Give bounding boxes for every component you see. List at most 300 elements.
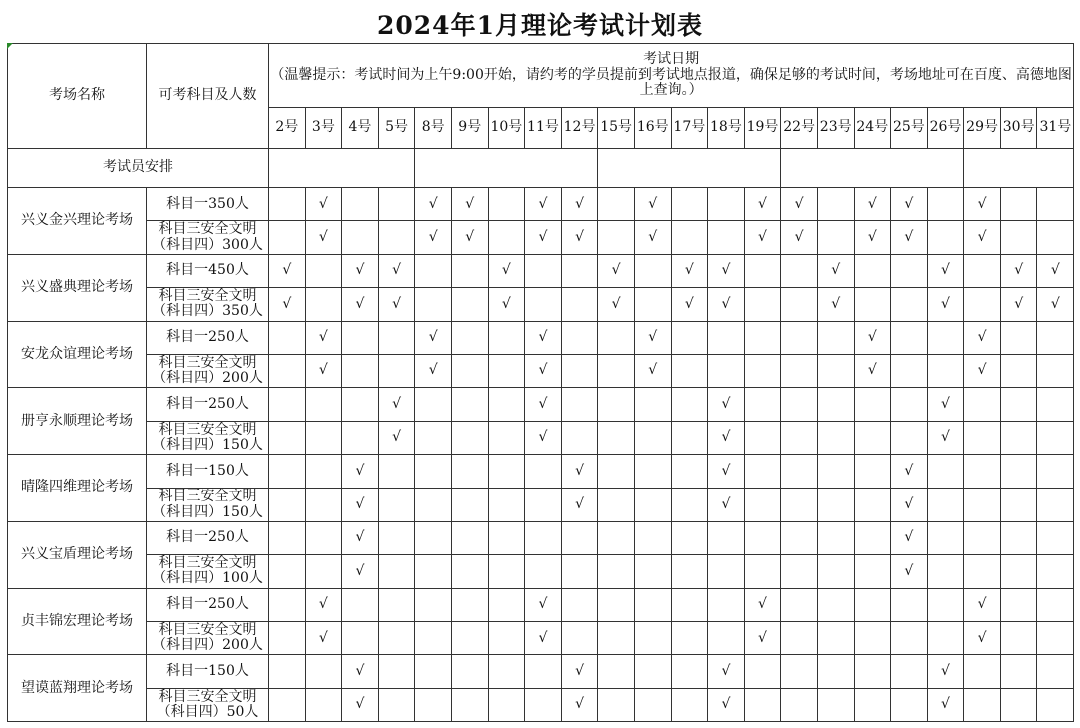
empty-cell <box>378 488 415 521</box>
site-row <box>8 688 1074 721</box>
empty-cell <box>561 588 598 621</box>
empty-cell <box>854 455 891 488</box>
empty-cell <box>1000 354 1037 387</box>
arrangement-week-5 <box>964 149 1074 188</box>
empty-cell <box>305 288 342 321</box>
exam-check-mark: √ <box>708 421 745 454</box>
site-row <box>8 354 1074 387</box>
exam-check-mark: √ <box>561 688 598 721</box>
empty-cell <box>634 288 671 321</box>
empty-cell <box>415 521 452 554</box>
empty-cell <box>927 455 964 488</box>
exam-check-mark: √ <box>891 455 928 488</box>
empty-cell <box>634 488 671 521</box>
empty-cell <box>342 588 379 621</box>
empty-cell <box>744 321 781 354</box>
empty-cell <box>415 622 452 655</box>
subject-capacity: 科目三安全文明（科目四）150人 <box>147 488 269 521</box>
empty-cell <box>305 455 342 488</box>
site-name: 望谟蓝翔理论考场 <box>8 655 147 722</box>
subject-capacity: 科目一250人 <box>147 321 269 354</box>
exam-check-mark: √ <box>671 254 708 287</box>
empty-cell <box>525 288 562 321</box>
subject-capacity: 科目三安全文明（科目四）100人 <box>147 555 269 588</box>
empty-cell <box>342 221 379 254</box>
empty-cell <box>964 555 1001 588</box>
empty-cell <box>305 388 342 421</box>
empty-cell <box>269 622 306 655</box>
site-row <box>8 221 1074 254</box>
empty-cell <box>598 588 635 621</box>
empty-cell <box>744 421 781 454</box>
exam-check-mark: √ <box>964 588 1001 621</box>
empty-cell <box>854 254 891 287</box>
day-header: 29号 <box>964 108 1001 149</box>
empty-cell <box>927 221 964 254</box>
empty-cell <box>269 321 306 354</box>
page-title: 2024年1月理论考试计划表 <box>377 11 703 40</box>
empty-cell <box>598 421 635 454</box>
empty-cell <box>1000 655 1037 688</box>
empty-cell <box>927 622 964 655</box>
subject-column-header: 可考科目及人数 <box>147 44 269 149</box>
site-name: 兴义盛典理论考场 <box>8 254 147 321</box>
empty-cell <box>378 688 415 721</box>
empty-cell <box>488 321 525 354</box>
empty-cell <box>671 455 708 488</box>
arrangement-week-1 <box>269 149 415 188</box>
empty-cell <box>269 588 306 621</box>
empty-cell <box>744 388 781 421</box>
empty-cell <box>305 555 342 588</box>
day-header: 25号 <box>891 108 928 149</box>
empty-cell <box>927 521 964 554</box>
empty-cell <box>1037 455 1074 488</box>
empty-cell <box>415 254 452 287</box>
exam-check-mark: √ <box>342 521 379 554</box>
empty-cell <box>1000 622 1037 655</box>
arrangement-week-4 <box>781 149 964 188</box>
day-header: 15号 <box>598 108 635 149</box>
exam-check-mark: √ <box>342 288 379 321</box>
empty-cell <box>854 622 891 655</box>
empty-cell <box>269 421 306 454</box>
exam-check-mark: √ <box>927 421 964 454</box>
exam-check-mark: √ <box>854 221 891 254</box>
empty-cell <box>269 188 306 221</box>
empty-cell <box>378 588 415 621</box>
empty-cell <box>891 421 928 454</box>
empty-cell <box>708 321 745 354</box>
empty-cell <box>269 221 306 254</box>
exam-check-mark: √ <box>342 488 379 521</box>
site-row <box>8 254 1074 287</box>
exam-check-mark: √ <box>634 221 671 254</box>
exam-check-mark: √ <box>561 488 598 521</box>
empty-cell <box>671 388 708 421</box>
empty-cell <box>1000 588 1037 621</box>
exam-check-mark: √ <box>305 622 342 655</box>
empty-cell <box>891 354 928 387</box>
empty-cell <box>1000 521 1037 554</box>
empty-cell <box>1000 421 1037 454</box>
empty-cell <box>415 288 452 321</box>
empty-cell <box>1037 521 1074 554</box>
exam-check-mark: √ <box>451 221 488 254</box>
exam-check-mark: √ <box>378 254 415 287</box>
empty-cell <box>342 354 379 387</box>
empty-cell <box>744 455 781 488</box>
empty-cell <box>671 221 708 254</box>
empty-cell <box>305 521 342 554</box>
site-row <box>8 388 1074 421</box>
empty-cell <box>342 421 379 454</box>
empty-cell <box>891 254 928 287</box>
empty-cell <box>744 488 781 521</box>
exam-check-mark: √ <box>1000 288 1037 321</box>
exam-check-mark: √ <box>891 221 928 254</box>
empty-cell <box>817 521 854 554</box>
empty-cell <box>744 288 781 321</box>
empty-cell <box>1037 321 1074 354</box>
exam-check-mark: √ <box>378 421 415 454</box>
examiner-arrangement-label: 考试员安排 <box>8 149 269 188</box>
exam-check-mark: √ <box>781 188 818 221</box>
empty-cell <box>781 388 818 421</box>
day-header: 17号 <box>671 108 708 149</box>
empty-cell <box>342 388 379 421</box>
empty-cell <box>415 588 452 621</box>
empty-cell <box>488 188 525 221</box>
site-name: 晴隆四维理论考场 <box>8 455 147 522</box>
empty-cell <box>378 354 415 387</box>
day-header: 23号 <box>817 108 854 149</box>
site-name: 册亨永顺理论考场 <box>8 388 147 455</box>
site-name: 贞丰锦宏理论考场 <box>8 588 147 655</box>
exam-check-mark: √ <box>378 388 415 421</box>
empty-cell <box>378 555 415 588</box>
empty-cell <box>744 688 781 721</box>
empty-cell <box>634 421 671 454</box>
exam-check-mark: √ <box>708 288 745 321</box>
site-row <box>8 421 1074 454</box>
empty-cell <box>634 688 671 721</box>
subject-capacity: 科目三安全文明（科目四）350人 <box>147 288 269 321</box>
empty-cell <box>451 388 488 421</box>
exam-check-mark: √ <box>927 388 964 421</box>
exam-check-mark: √ <box>854 354 891 387</box>
exam-check-mark: √ <box>415 321 452 354</box>
empty-cell <box>964 688 1001 721</box>
exam-check-mark: √ <box>1000 254 1037 287</box>
empty-cell <box>744 521 781 554</box>
empty-cell <box>671 622 708 655</box>
empty-cell <box>1037 588 1074 621</box>
empty-cell <box>1037 555 1074 588</box>
day-header: 3号 <box>305 108 342 149</box>
empty-cell <box>269 455 306 488</box>
day-header: 26号 <box>927 108 964 149</box>
empty-cell <box>817 688 854 721</box>
empty-cell <box>342 622 379 655</box>
day-header: 11号 <box>525 108 562 149</box>
exam-check-mark: √ <box>342 688 379 721</box>
empty-cell <box>781 354 818 387</box>
arrangement-week-3 <box>598 149 781 188</box>
empty-cell <box>671 655 708 688</box>
exam-check-mark: √ <box>525 188 562 221</box>
exam-check-mark: √ <box>269 288 306 321</box>
empty-cell <box>817 488 854 521</box>
empty-cell <box>488 421 525 454</box>
empty-cell <box>854 688 891 721</box>
empty-cell <box>561 388 598 421</box>
exam-check-mark: √ <box>927 254 964 287</box>
exam-date-note: （温馨提示：考试时间为上午9:00开始，请约考的学员提前到考试地点报道，确保足够的考试时间，考场地址可在百度、高德地图上查询。） <box>270 66 1072 99</box>
empty-cell <box>561 521 598 554</box>
empty-cell <box>964 421 1001 454</box>
exam-check-mark: √ <box>634 354 671 387</box>
subject-capacity: 科目三安全文明（科目四）300人 <box>147 221 269 254</box>
empty-cell <box>817 555 854 588</box>
empty-cell <box>854 488 891 521</box>
empty-cell <box>598 555 635 588</box>
empty-cell <box>269 354 306 387</box>
empty-cell <box>927 188 964 221</box>
empty-cell <box>671 688 708 721</box>
exam-check-mark: √ <box>927 655 964 688</box>
empty-cell <box>269 555 306 588</box>
subject-capacity: 科目一150人 <box>147 455 269 488</box>
empty-cell <box>451 354 488 387</box>
empty-cell <box>964 488 1001 521</box>
header-row <box>8 44 1074 108</box>
empty-cell <box>488 555 525 588</box>
exam-check-mark: √ <box>525 221 562 254</box>
empty-cell <box>854 388 891 421</box>
empty-cell <box>854 288 891 321</box>
exam-check-mark: √ <box>964 321 1001 354</box>
site-column-header: 考场名称 <box>8 44 147 149</box>
exam-check-mark: √ <box>1037 288 1074 321</box>
site-row <box>8 655 1074 688</box>
exam-check-mark: √ <box>634 188 671 221</box>
empty-cell <box>1037 388 1074 421</box>
exam-check-mark: √ <box>891 555 928 588</box>
exam-check-mark: √ <box>342 455 379 488</box>
empty-cell <box>671 354 708 387</box>
empty-cell <box>744 354 781 387</box>
exam-check-mark: √ <box>305 221 342 254</box>
empty-cell <box>781 555 818 588</box>
empty-cell <box>1037 354 1074 387</box>
empty-cell <box>378 188 415 221</box>
empty-cell <box>598 321 635 354</box>
empty-cell <box>488 455 525 488</box>
empty-cell <box>854 521 891 554</box>
empty-cell <box>744 555 781 588</box>
exam-check-mark: √ <box>927 688 964 721</box>
empty-cell <box>415 421 452 454</box>
empty-cell <box>525 455 562 488</box>
day-header: 12号 <box>561 108 598 149</box>
exam-check-mark: √ <box>561 655 598 688</box>
empty-cell <box>634 622 671 655</box>
empty-cell <box>561 288 598 321</box>
exam-check-mark: √ <box>964 622 1001 655</box>
empty-cell <box>1037 421 1074 454</box>
exam-check-mark: √ <box>342 655 379 688</box>
empty-cell <box>451 555 488 588</box>
empty-cell <box>854 421 891 454</box>
exam-check-mark: √ <box>708 455 745 488</box>
empty-cell <box>1000 488 1037 521</box>
empty-cell <box>561 555 598 588</box>
site-row <box>8 321 1074 354</box>
empty-cell <box>891 321 928 354</box>
exam-schedule-table <box>7 43 1074 722</box>
site-row <box>8 622 1074 655</box>
empty-cell <box>598 688 635 721</box>
empty-cell <box>891 288 928 321</box>
empty-cell <box>1037 655 1074 688</box>
exam-check-mark: √ <box>708 655 745 688</box>
empty-cell <box>671 521 708 554</box>
empty-cell <box>378 321 415 354</box>
empty-cell <box>891 388 928 421</box>
exam-check-mark: √ <box>561 221 598 254</box>
empty-cell <box>1000 388 1037 421</box>
exam-check-mark: √ <box>415 354 452 387</box>
empty-cell <box>451 288 488 321</box>
empty-cell <box>1000 188 1037 221</box>
exam-check-mark: √ <box>488 288 525 321</box>
empty-cell <box>854 555 891 588</box>
empty-cell <box>708 588 745 621</box>
day-header: 16号 <box>634 108 671 149</box>
exam-check-mark: √ <box>269 254 306 287</box>
empty-cell <box>708 221 745 254</box>
empty-cell <box>269 521 306 554</box>
empty-cell <box>305 254 342 287</box>
empty-cell <box>781 421 818 454</box>
empty-cell <box>598 622 635 655</box>
day-header: 8号 <box>415 108 452 149</box>
empty-cell <box>525 688 562 721</box>
empty-cell <box>598 188 635 221</box>
empty-cell <box>305 488 342 521</box>
subject-capacity: 科目三安全文明（科目四）200人 <box>147 354 269 387</box>
empty-cell <box>671 488 708 521</box>
empty-cell <box>891 588 928 621</box>
empty-cell <box>964 655 1001 688</box>
subject-capacity: 科目一350人 <box>147 188 269 221</box>
subject-capacity: 科目三安全文明（科目四）50人 <box>147 688 269 721</box>
exam-check-mark: √ <box>708 388 745 421</box>
exam-check-mark: √ <box>671 288 708 321</box>
exam-check-mark: √ <box>561 455 598 488</box>
empty-cell <box>488 655 525 688</box>
empty-cell <box>634 521 671 554</box>
day-header: 18号 <box>708 108 745 149</box>
empty-cell <box>598 221 635 254</box>
empty-cell <box>817 588 854 621</box>
empty-cell <box>744 655 781 688</box>
exam-check-mark: √ <box>817 254 854 287</box>
examiner-arrangement-row <box>8 149 1074 188</box>
empty-cell <box>378 622 415 655</box>
day-header: 30号 <box>1000 108 1037 149</box>
exam-check-mark: √ <box>305 354 342 387</box>
empty-cell <box>378 221 415 254</box>
empty-cell <box>451 688 488 721</box>
exam-check-mark: √ <box>708 488 745 521</box>
empty-cell <box>598 455 635 488</box>
empty-cell <box>342 188 379 221</box>
empty-cell <box>415 688 452 721</box>
empty-cell <box>708 354 745 387</box>
empty-cell <box>671 421 708 454</box>
empty-cell <box>1037 188 1074 221</box>
exam-check-mark: √ <box>415 221 452 254</box>
empty-cell <box>927 555 964 588</box>
empty-cell <box>561 622 598 655</box>
empty-cell <box>927 488 964 521</box>
empty-cell <box>781 455 818 488</box>
empty-cell <box>269 688 306 721</box>
exam-check-mark: √ <box>744 588 781 621</box>
day-header: 24号 <box>854 108 891 149</box>
subject-capacity: 科目一250人 <box>147 588 269 621</box>
subject-capacity: 科目一250人 <box>147 521 269 554</box>
empty-cell <box>634 655 671 688</box>
empty-cell <box>488 388 525 421</box>
empty-cell <box>525 488 562 521</box>
empty-cell <box>305 421 342 454</box>
empty-cell <box>451 455 488 488</box>
empty-cell <box>817 188 854 221</box>
empty-cell <box>415 455 452 488</box>
site-name: 兴义宝盾理论考场 <box>8 521 147 588</box>
empty-cell <box>525 655 562 688</box>
empty-cell <box>854 588 891 621</box>
empty-cell <box>342 321 379 354</box>
subject-capacity: 科目三安全文明（科目四）150人 <box>147 421 269 454</box>
exam-check-mark: √ <box>598 254 635 287</box>
empty-cell <box>598 521 635 554</box>
empty-cell <box>1000 221 1037 254</box>
empty-cell <box>708 555 745 588</box>
empty-cell <box>1037 688 1074 721</box>
exam-check-mark: √ <box>598 288 635 321</box>
empty-cell <box>817 354 854 387</box>
site-row <box>8 455 1074 488</box>
exam-check-mark: √ <box>781 221 818 254</box>
exam-check-mark: √ <box>305 588 342 621</box>
empty-cell <box>964 288 1001 321</box>
empty-cell <box>451 488 488 521</box>
exam-date-header <box>269 44 1074 108</box>
empty-cell <box>1000 455 1037 488</box>
empty-cell <box>415 655 452 688</box>
empty-cell <box>964 254 1001 287</box>
empty-cell <box>781 488 818 521</box>
empty-cell <box>927 588 964 621</box>
exam-check-mark: √ <box>854 321 891 354</box>
empty-cell <box>817 388 854 421</box>
day-header: 19号 <box>744 108 781 149</box>
exam-check-mark: √ <box>525 354 562 387</box>
